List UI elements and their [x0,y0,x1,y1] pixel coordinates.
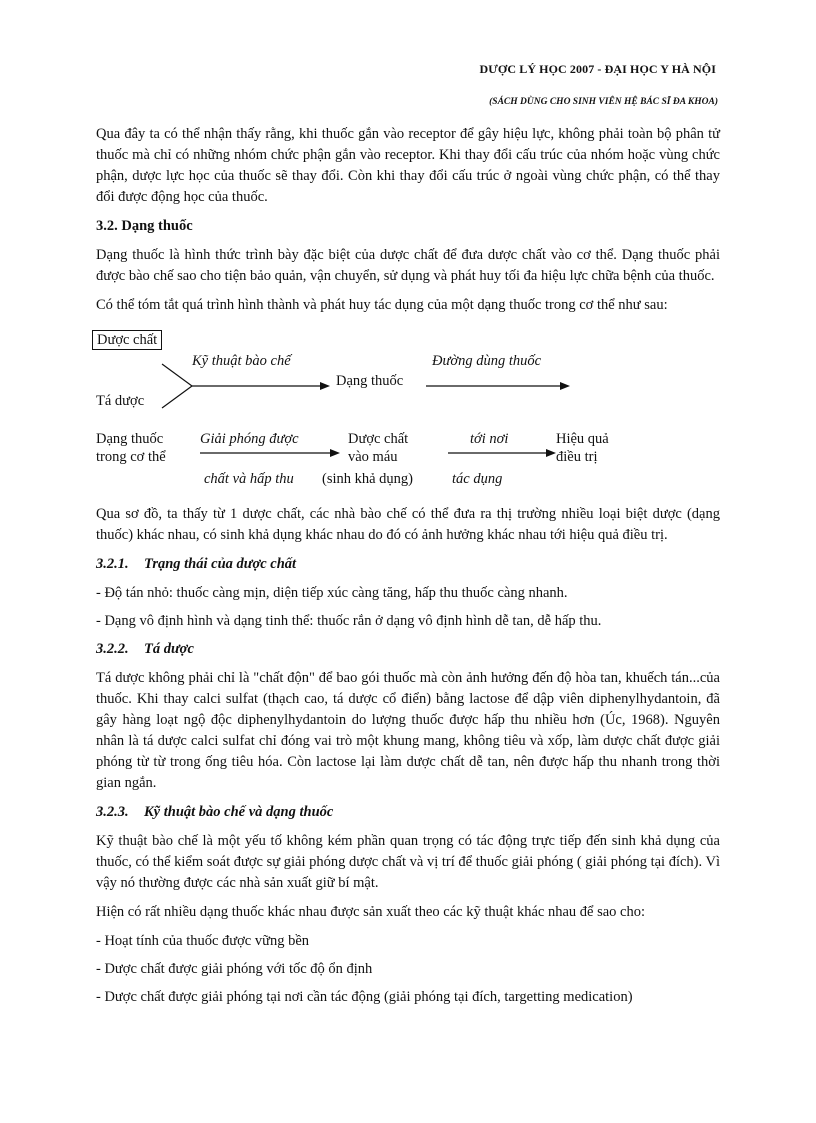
section-3-2-2-heading [96,639,720,660]
section-3-2-3-number: 3.2.3. [96,804,129,820]
section-3-2-paragraph-2: Có thể tóm tắt quá trình hình thành và phát huy tác dụng của một dạng thuốc trong cơ thể như sau: [96,297,668,313]
sinh-kha-dung-label: (sinh khả dụng) [322,471,414,487]
section-3-2-2-paragraph: Tá dược không phải chỉ là "chất độn" để bao gói thuốc mà còn ảnh hưởng đến độ hòa tan, khuếch tán...của thuốc. Khi thay calci sulfat (thạch cao, tá dược cổ điển) bằng lactose để dập viên diphenylhydantoin, đã gây hàng loạt ngộ độc diphenylhydantoin do lượng thuốc được hấp thu nhiều hơn (Úc, 1968). Nguyên nhân là tá dược calci sulfat chỉ đóng vai trò một khung mang, không tiêu và xốp, làm dược chất được giải phóng từ từ trong ống tiêu hóa. Còn lactose lại làm dược chất dễ tan, nên được hấp thu nhanh trong thời gian ngắn. [96,670,720,791]
list-item: - Dược chất được giải phóng tại nơi cần tác động (giải phóng tại đích, targetting medication) [96,989,633,1005]
section-3-2-3-paragraph-2: Hiện có rất nhiều dạng thuốc khác nhau được sản xuất theo các kỹ thuật khác nhau để sao cho: [96,904,646,920]
intro-paragraph: Qua đây ta có thể nhận thấy rằng, khi thuốc gắn vào receptor để gây hiệu lực, không phải toàn bộ phân tử thuốc mà chỉ có những nhóm chức phận gắn vào receptor. Khi thay đổi cấu trúc của nhóm hoặc vùng chức phận, dược lực học của thuốc sẽ thay đổi. Còn khi thay đổi cấu trúc ở ngoài vùng chức phận, có thể thay đổi được động học của thuốc. [96,126,720,205]
duoc-chat-box: Dược chất [92,330,162,350]
list-item: - Dạng vô định hình và dạng tinh thể: thuốc rắn ở dạng vô định hình dễ tan, dễ hấp thu. [96,613,602,629]
page-content [96,124,720,1015]
running-header-subtitle: (SÁCH DÙNG CHO SINH VIÊN HỆ BÁC SĨ ĐA KHOA) [489,97,718,107]
dosage-form-process-diagram [96,324,720,496]
branch-line-lower [162,386,192,408]
list-item: - Dược chất được giải phóng với tốc độ ổn định [96,961,373,977]
section-3-2-paragraph-1: Dạng thuốc là hình thức trình bày đặc biệt của dược chất để đưa dược chất vào cơ thể. Dạng thuốc phải được bào chế sao cho tiện bảo quản, vận chuyển, sử dụng và phát huy tối đa hiệu lực chữa bệnh của thuốc. [96,247,720,284]
section-3-2-1-title: Trạng thái của dược chất [144,556,297,572]
duong-dung-thuoc-label: Đường dùng thuốc [432,353,542,369]
running-header-title: DƯỢC LÝ HỌC 2007 - ĐẠI HỌC Y HÀ NỘI [479,62,716,76]
dang-thuoc-trong-co-the-line2: trong cơ thể [96,449,166,465]
section-3-2-1-list [96,583,720,632]
section-3-2-3-paragraph-1: Kỹ thuật bào chế là một yếu tố không kém phần quan trọng có tác động trực tiếp đến sinh khả dụng của thuốc, có thể kiểm soát được sự giải phóng dược chất và vị trí để thuốc giải phóng ( giải phóng tại đích). Vì vậy nó thường được các nhà sản xuất giữ bí mật. [96,833,720,891]
tac-dung-label: tác dụng [452,471,503,487]
arrow-head-1 [320,382,330,390]
section-3-2-2-number: 3.2.2. [96,641,129,657]
section-3-2-2-title: Tá dược [144,641,194,657]
duoc-chat-vao-mau-line1: Dược chất [348,431,409,447]
dang-thuoc-label: Dạng thuốc [336,373,404,389]
arrow-head-3 [330,449,340,457]
section-3-2-3-list [96,931,720,1008]
chat-va-hap-thu-label: chất và hấp thu [204,471,294,487]
after-diagram-paragraph: Qua sơ đồ, ta thấy từ 1 dược chất, các nhà bào chế có thể đưa ra thị trường nhiều loại biệt dược (dạng thuốc) khác nhau, có sinh khả dụng khác nhau do đó có ảnh hưởng khác nhau tới hiệu quả điều trị. [96,506,720,543]
duoc-chat-vao-mau-line2: vào máu [348,449,398,465]
ky-thuat-bao-che-label: Kỹ thuật bào chế [192,353,291,369]
arrow-head-2 [560,382,570,390]
dieu-tri-label: điều trị [556,449,598,465]
arrow-head-4 [546,449,556,457]
ta-duoc-label: Tá dược [96,393,145,409]
toi-noi-label: tới nơi [470,431,509,447]
list-item: - Độ tán nhỏ: thuốc càng mịn, diện tiếp xúc càng tăng, hấp thu thuốc càng nhanh. [96,585,568,601]
section-3-2-1-heading [96,554,720,575]
giai-phong-duoc-label: Giải phóng được [200,431,299,447]
branch-line-upper [162,364,192,386]
section-3-2-3-title: Kỹ thuật bào chế và dạng thuốc [144,804,334,820]
list-item: - Hoạt tính của thuốc được vững bền [96,933,310,949]
dang-thuoc-trong-co-the-line1: Dạng thuốc [96,431,164,447]
section-3-2-heading: 3.2. Dạng thuốc [96,218,193,234]
hieu-qua-label: Hiệu quả [556,431,609,447]
section-3-2-1-number: 3.2.1. [96,556,129,572]
section-3-2-3-heading [96,802,720,823]
